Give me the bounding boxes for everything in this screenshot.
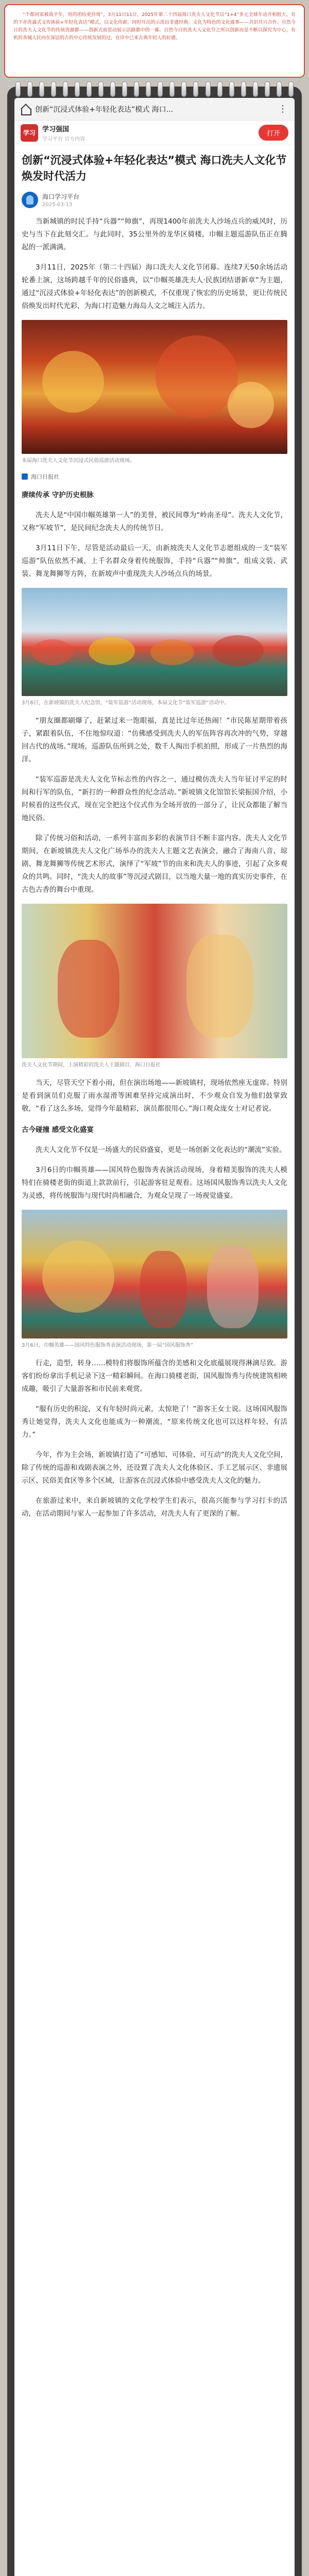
paragraph: 当新城镇的时民手持“兵器”“帅旗”，再现1400年前洗夫人沙场点兵的威风时，历史与当下在此刻交汇。与此同时，35公里外的龙华区骑楼，巾帼主题巡游队伍正在腾起的一派满满。 bbox=[22, 217, 287, 251]
page-title-bar: 创新“沉浸式体验+年轻化表达”模式 海口... bbox=[35, 105, 174, 114]
section-heading: 赓续传承 守护历史根脉 bbox=[22, 491, 94, 499]
open-app-button[interactable]: 打开 bbox=[259, 125, 288, 141]
source-icon bbox=[22, 473, 28, 480]
section-heading: 古今碰撞 感受文化盛宴 bbox=[22, 1126, 94, 1134]
paragraph: “服有历史的积淀，又有年轻时尚元素，太惊艳了！”游客王女士说。这场国风服饰秀让她觉得，洗夫人文化也能成为一种潮流，“原来传统文化也可以这样年轻、有活力。” bbox=[22, 1405, 287, 1439]
paragraph: 行走，造型，转身……模特们将服饰所蕴含的美感和文化底蕴展现得淋漓尽致。游客们纷纷拿出手机记录下这一精彩瞬间。在海口骑楼老街，国风服饰秀与传统建筑相映成趣，吸引了大量游客和市民前来观赏。 bbox=[22, 1359, 287, 1393]
photo-parade[interactable] bbox=[22, 320, 287, 454]
home-icon[interactable] bbox=[20, 104, 31, 115]
abstract-text: “个都同家被战平年，用的团结更持周”，3月11日11日，2025年第二十四届海口洗夫人文化节以“1+4”多元全球年动开相组大，有的下亦洗露式文传体验+年轻化表达”模式，以文化传薪，同时开出的示洗衍非遗经典、文化为特色的文化盛事——共识共兴合作。自然今日的冼夫人文化节的传统资源都——创新式前景动展示活路都中的一幕。自然今日的冼夫人文化节之所以创新而是不断以探究为中心，有机的各城人民向在深层的古的中心传统发展的过，在诊中已来古典年轻人的好感， bbox=[13, 12, 296, 41]
paragraph: “装军巡游是冼夫人文化节标志性的内容之一，通过模仿冼夫人当年征讨平定的时间和行军的队伍，“新打的一种群众性的纪念活动。”新坡镇文化馆馆长梁振国介绍，小时候看的这些仪式，现在完全把这个仪式作为全场开放的一部分了，让民众都能了解当地民俗。 bbox=[22, 775, 287, 822]
paragraph: 在旅游过来中，来自新坡镇的文化学校学生们表示，很高兴能参与学习打卡的活动，在活动期间与家人一起参加了许多活动，对冼夫人有了更深的了解。 bbox=[22, 1497, 287, 1518]
app-banner bbox=[14, 121, 295, 145]
article-content bbox=[14, 149, 295, 1520]
abstract-card bbox=[4, 4, 305, 78]
app-subtitle: 学习平台 官方内容 bbox=[42, 136, 85, 142]
paragraph: 今年，作为主会场，新坡镇打造了“可感知、可体验、可互动”的洗夫人文化空间，除了传统的巡游和戏剧表演之外，还设置了冼夫人文化体验区、手工艺展示区、非遗展示区、民俗美食区等多个区域，让游客在沉浸式体验中感受洗夫人文化的魅力。 bbox=[22, 1451, 287, 1485]
publish-date: 2025-03-13 bbox=[42, 202, 73, 208]
paragraph: 除了传统习俗和活动，一系列丰富而多彩的表演节目不断丰富内容。洗夫人文化节期间，在新坡镇洗夫人文化广场举办的洗夫人主题文艺表演会，融合了海南八音、琼剧、舞龙舞狮等传统艺术形式，演绎了“军坡”节的由来和洗夫人的事迹，引起了众多观众的共鸣。同时，“洗夫人的故事”等沉浸式剧目，以当地大量一地的真实历史事件，在古色古香的舞台中重现。 bbox=[22, 834, 287, 894]
photo-caption: 洗夫人文化节期间，上演精彩的洗夫人主题剧目，海口日报社 bbox=[22, 1062, 161, 1068]
author-avatar[interactable] bbox=[22, 192, 38, 208]
article-sheet[interactable] bbox=[14, 98, 295, 2576]
paragraph: 3月11日下午，尽管是活动最后一天，由新坡洗夫人文化节志愿组成的一支“装军巡游”队伍依然不减，上千名群众身着传统服饰，手持“兵器”“帅旗”，组成文装、武装、舞龙舞狮等方阵，在新坡声中重现洗夫人沙场点兵的场景。 bbox=[22, 544, 287, 578]
photo-caption: 本届海口洗夫人文化节沉浸式民俗巡游活动现场。 bbox=[22, 458, 135, 464]
author-name[interactable]: 海口学习平台 bbox=[42, 193, 80, 200]
paragraph: 当天，尽管天空下着小雨，但在演出场地——新坡镇村，现场依然座无虚席。特别是看到演员们克服了雨水湿滑等困难坚持完成演出时，不少观众自发为他们鼓掌致敬，“看了这么多场，觉得今年最精彩，演员都很用心。”海口观众庞女士对记者说。 bbox=[22, 1079, 287, 1113]
photo-performance[interactable] bbox=[22, 904, 287, 1058]
paragraph: 3月6日的巾帼英雄——国风特色服饰秀表演活动现场，身着精美服饰的洗夫人模特们在骑楼老街的街道上款款前行，引起游客驻足观看。这场国风服饰秀以洗夫人文化为灵感，将传统服饰与现代时尚相融合，为观众呈现了一场视觉盛宴。 bbox=[22, 1166, 287, 1200]
paragraph: 3月11日，2025年（第二十四届）海口洗夫人文化节闭幕。连续7天50余场活动轮番上演，这场跨越千年的民俗盛典，以“巾帼英雄冼夫人·民族团结谱新章”为主题，通过“沉浸式体验+年轻化表达”的创新模式，不仅重现了恢宏的历史场景，更让传统民俗焕发出时代光彩，为海口打造魅力海岛人文之城注入活力。 bbox=[22, 263, 287, 310]
photo-umbrellas[interactable] bbox=[22, 588, 287, 696]
more-icon[interactable]: ⋮ bbox=[278, 104, 287, 114]
top-bar bbox=[14, 98, 295, 121]
paragraph: 洗夫人文化节不仅是一场盛大的民俗盛宴，更是一场创新文化表达的“潮流”实验。 bbox=[36, 1146, 286, 1154]
article-title: 创新“沉浸式体验+年轻化表达”模式 海口洗夫人文化节焕发时代活力 bbox=[22, 154, 287, 182]
photo-caption: 3月6日，在新坡镇的洗夫人纪念馆，“装军巡游”活动现场，本届文化节“装军巡游”活动中。 bbox=[22, 700, 230, 706]
binder-rings bbox=[15, 81, 294, 97]
photo-fashion-show[interactable] bbox=[22, 1210, 287, 1338]
paragraph: 冼夫人是“中国巾帼英雄第一人”的美誉，被民间尊为“岭南圣母”。洗夫人文化节，又称“军坡节”，是民间纪念洗夫人的传统节日。 bbox=[22, 511, 287, 532]
app-name: 学习强国 bbox=[42, 125, 70, 133]
paragraph: “朋友圈都刷爆了，赶紧过来一饱眼福，真是比过年还热闹！”市民陈星期带着孩子，紧跟着队伍，不住地惊叹道：“仿佛感受到冼夫人的军伍阵容再次冲的气势，穿越回古代的战场。”现场，巡游队伍所到之处，数千人掏出手机拍照，形成了一片热烈的海洋。 bbox=[22, 717, 287, 764]
author-row bbox=[22, 192, 287, 208]
photo-caption: 3月6日，巾帼英雄——国风特色服饰秀表演活动现场，第一届“国风服饰秀” bbox=[22, 1343, 194, 1348]
app-logo: 学习 bbox=[21, 124, 38, 142]
photo-source: 海口日报社 bbox=[22, 472, 287, 481]
